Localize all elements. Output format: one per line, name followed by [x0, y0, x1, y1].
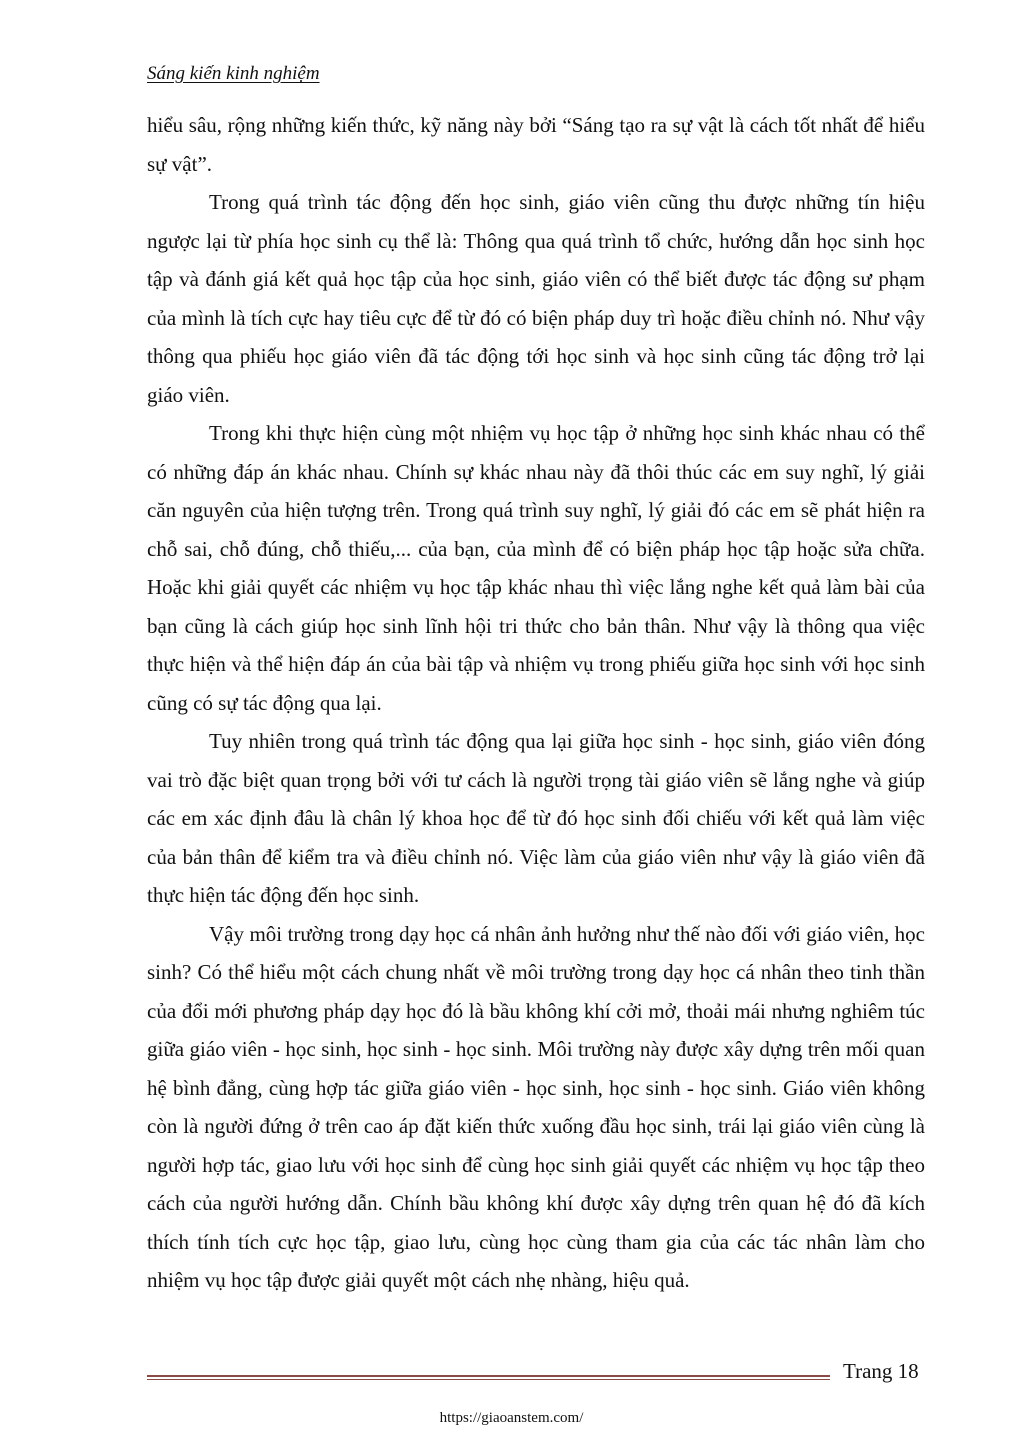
paragraph-2: Trong quá trình tác động đến học sinh, giáo viên cũng thu được những tín hiệu ngược lại từ phía học sinh cụ thể là: Thông qua quá trình tổ chức, hướng dẫn học sinh học tập và đánh giá kết quả học tập của học sinh, giáo viên có thể biết được tác động sư phạm của mình là tích cực hay tiêu cực để từ đó có biện pháp duy trì hoặc điều chỉnh nó. Như vậy thông qua phiếu học giáo viên đã tác động tới học sinh và học sinh cũng tác động trở lại giáo viên. [147, 190, 925, 407]
header-title: Sáng kiến kinh nghiệm [147, 63, 320, 84]
paragraph-3: Trong khi thực hiện cùng một nhiệm vụ học tập ở những học sinh khác nhau có thể có những đáp án khác nhau. Chính sự khác nhau này đã thôi thúc các em suy nghĩ, lý giải căn nguyên của hiện tượng trên. Trong quá trình suy nghĩ, lý giải đó các em sẽ phát hiện ra chỗ sai, chỗ đúng, chỗ thiếu,... của bạn, của mình để có biện pháp học tập hoặc sửa chữa. Hoặc khi giải quyết các nhiệm vụ học tập khác nhau thì việc lắng nghe kết quả làm bài của bạn cũng là cách giúp học sinh lĩnh hội tri thức cho bản thân. Như vậy là thông qua việc thực hiện và thể hiện đáp án của bài tập và nhiệm vụ trong phiếu giữa học sinh với học sinh cũng có sự tác động qua lại. [147, 421, 925, 715]
paragraph-4: Tuy nhiên trong quá trình tác động qua lại giữa học sinh - học sinh, giáo viên đóng vai trò đặc biệt quan trọng bởi với tư cách là người trọng tài giáo viên sẽ lắng nghe và giúp các em xác định đâu là chân lý khoa học để từ đó học sinh đối chiếu với kết quả làm việc của bản thân để kiểm tra và điều chỉnh nó. Việc làm của giáo viên như vậy là giáo viên đã thực hiện tác động đến học sinh. [147, 729, 925, 907]
footer-rule-thick-line [147, 1375, 830, 1377]
footer-rule-thin-line [147, 1379, 830, 1380]
footer-url[interactable]: https://giaoanstem.com/ [439, 1410, 584, 1426]
body-text [147, 106, 925, 1300]
paragraph-5: Vậy môi trường trong dạy học cá nhân ảnh hưởng như thế nào đối với giáo viên, học sinh? Có thể hiểu một cách chung nhất về môi trường trong dạy học cá nhân theo tinh thần của đổi mới phương pháp dạy học đó là bầu không khí cởi mở, thoải mái nhưng nghiêm túc giữa giáo viên - học sinh, học sinh - học sinh. Môi trường này được xây dựng trên mối quan hệ bình đẳng, cùng hợp tác giữa giáo viên - học sinh, học sinh - học sinh. Giáo viên không còn là người đứng ở trên cao áp đặt kiến thức xuống đầu học sinh, trái lại giáo viên cùng là người hợp tác, giao lưu với học sinh để cùng học sinh giải quyết các nhiệm vụ học tập theo cách của người hướng dẫn. Chính bầu không khí được xây dựng trên quan hệ đó đã kích thích tính tích cực học tập, giao lưu, cùng học cùng tham gia của các tác nhân làm cho nhiệm vụ học tập được giải quyết một cách nhẹ nhàng, hiệu quả. [147, 921, 925, 1292]
paragraph-1: hiểu sâu, rộng những kiến thức, kỹ năng này bởi “Sáng tạo ra sự vật là cách tốt nhất để hiểu sự vật”. [147, 113, 925, 176]
page-number: Trang 18 [843, 1359, 919, 1383]
footer-rule [147, 1375, 830, 1381]
